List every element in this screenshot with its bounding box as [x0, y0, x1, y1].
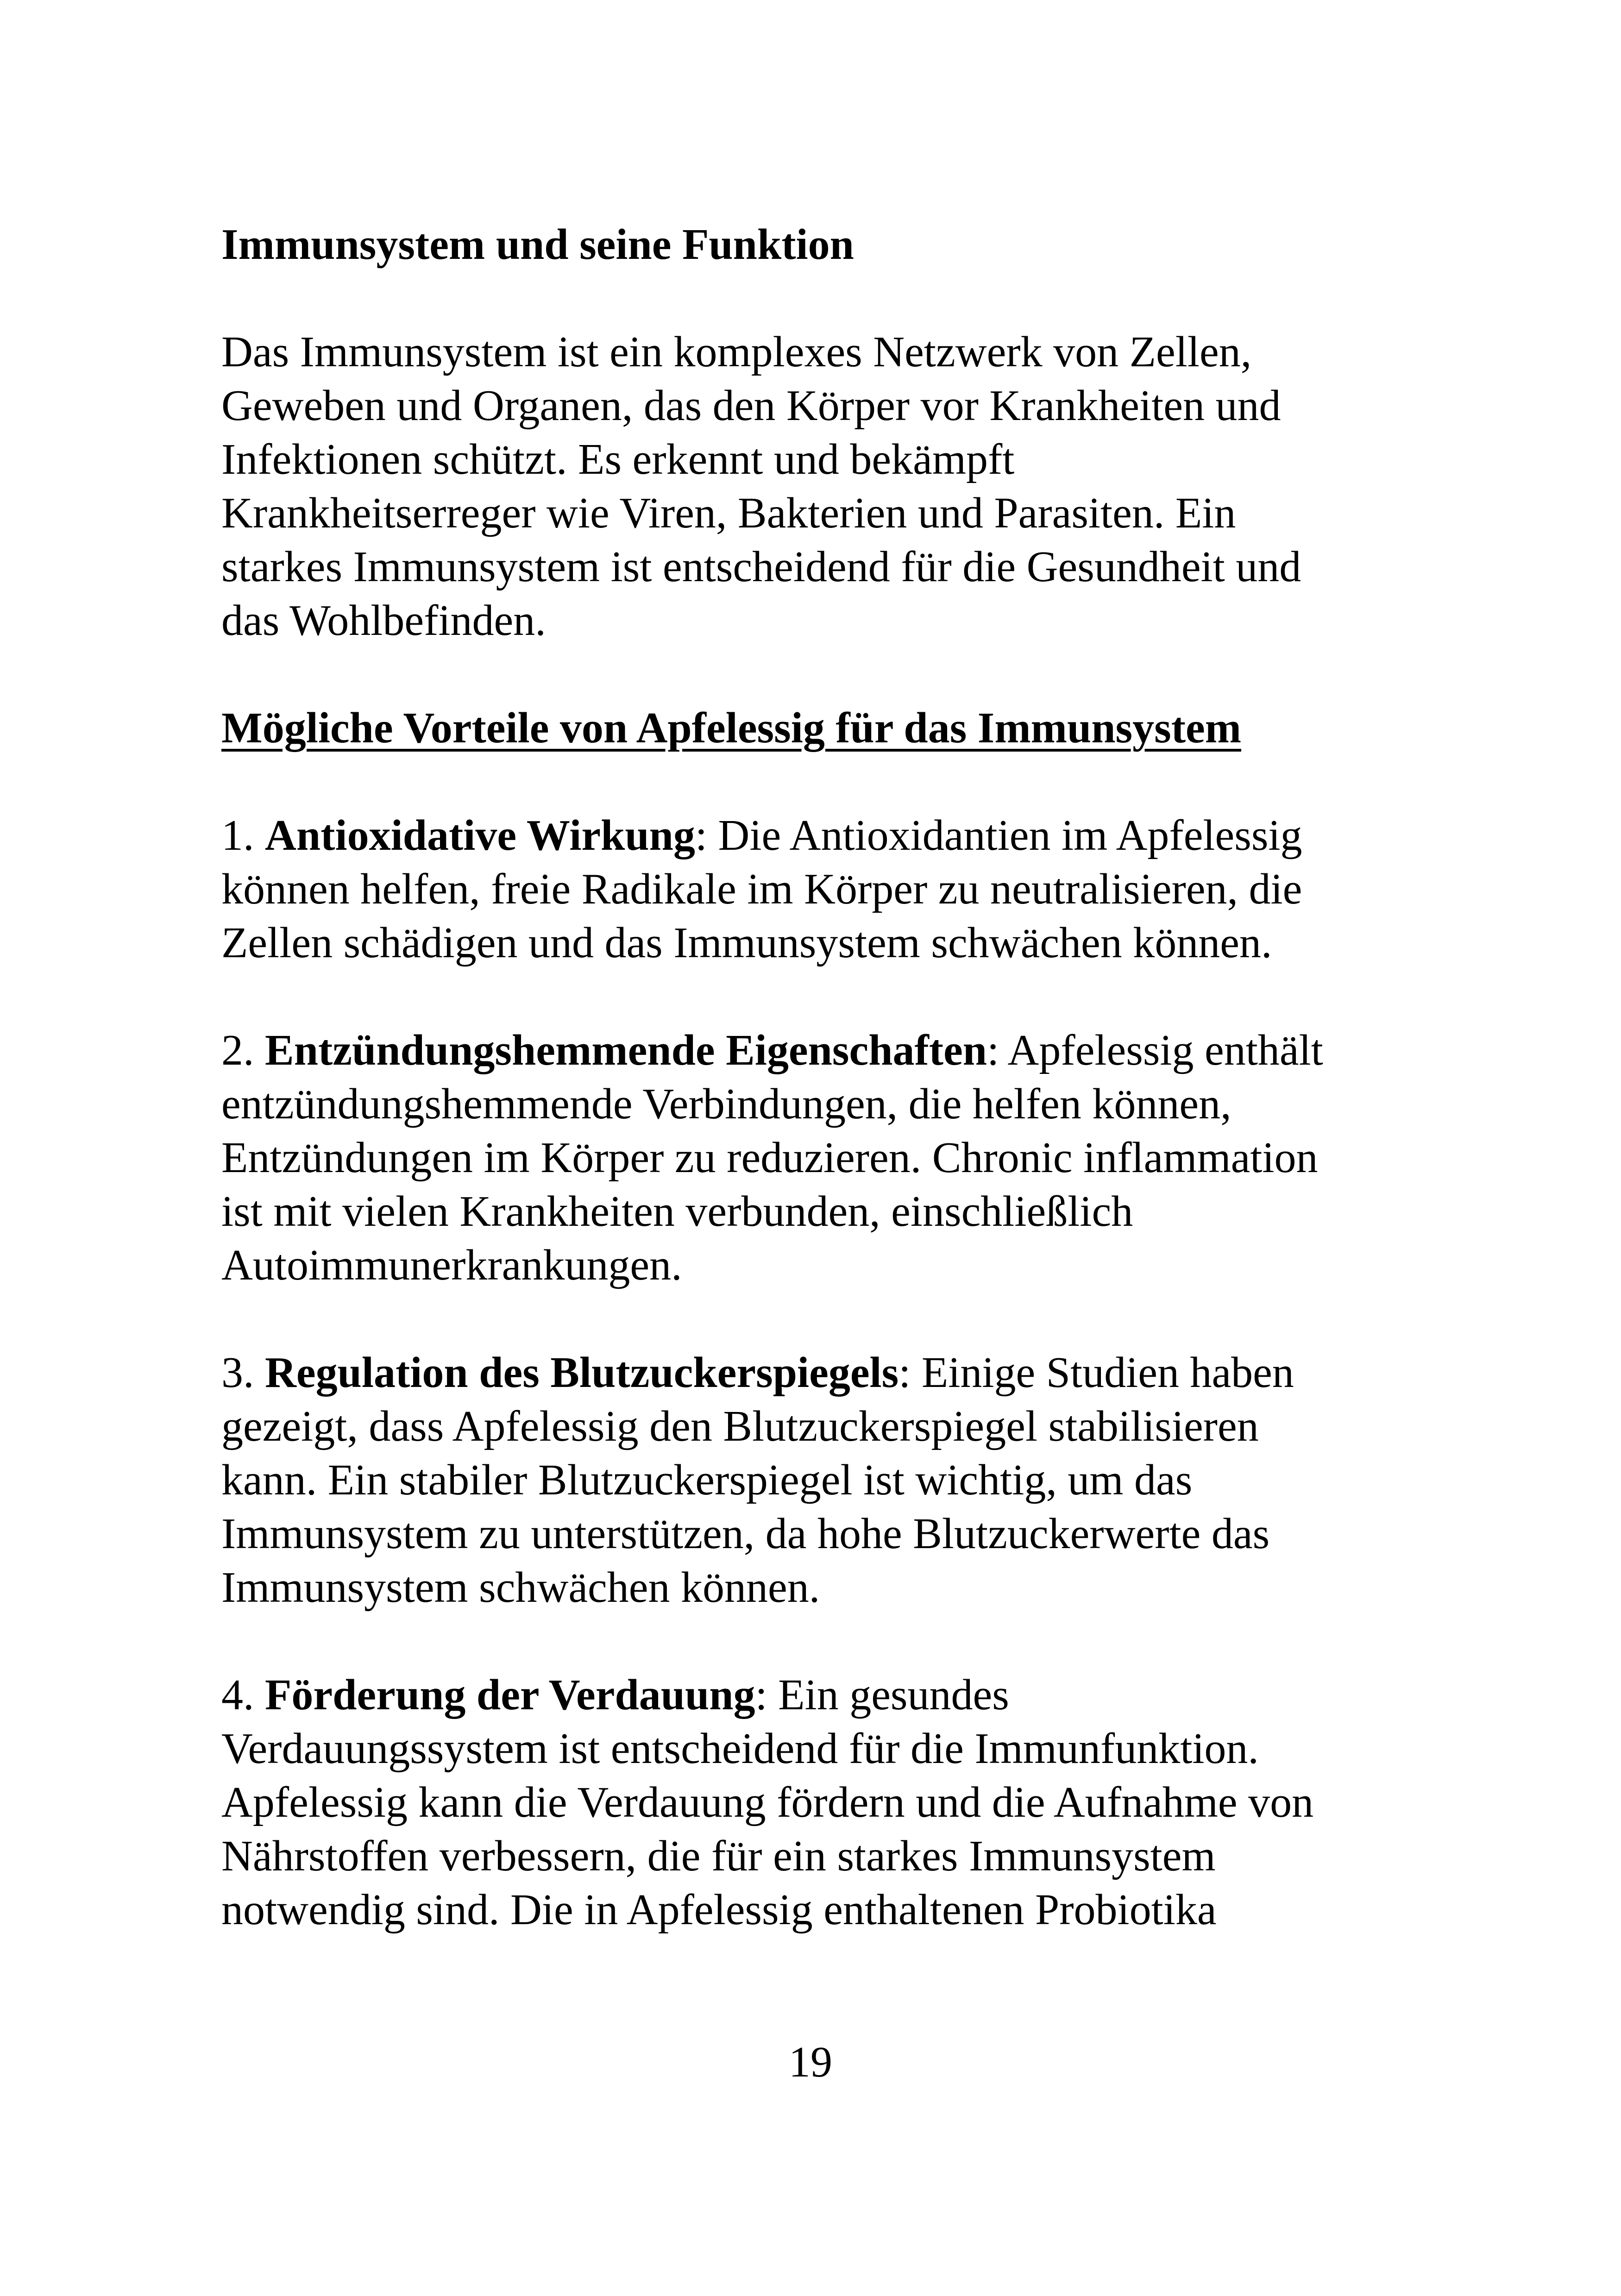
section-title: Immunsystem und seine Funktion: [221, 220, 854, 269]
item-text: : Einige Studien haben: [898, 1349, 1294, 1397]
item-term: Antioxidative Wirkung: [265, 811, 695, 859]
intro-paragraph: [221, 325, 1435, 647]
list-item: [221, 1668, 1435, 1937]
intro-line: Infektionen schützt. Es erkennt und bekämpft: [221, 435, 1015, 483]
item-number: 1.: [221, 811, 254, 859]
item-term: Entzündungshemmende Eigenschaften: [265, 1026, 987, 1074]
item-line: Entzündungen im Körper zu reduzieren. Chronic inflammation: [221, 1134, 1318, 1182]
intro-line: das Wohlbefinden.: [221, 596, 546, 645]
item-first-line: [221, 809, 1435, 862]
item-term: Förderung der Verdauung: [265, 1671, 755, 1719]
item-term: Regulation des Blutzuckerspiegels: [265, 1349, 899, 1397]
intro-line: Krankheitserreger wie Viren, Bakterien und Parasiten. Ein: [221, 489, 1236, 537]
page-content: [221, 218, 1435, 1937]
list-item: [221, 1346, 1435, 1614]
page-number: 19: [789, 2038, 832, 2086]
intro-line: starkes Immunsystem ist entscheidend für die Gesundheit und: [221, 543, 1301, 591]
item-text: : Ein gesundes: [755, 1671, 1009, 1719]
list-item: [221, 1023, 1435, 1292]
item-line: Immunsystem schwächen können.: [221, 1563, 820, 1612]
item-text: : Die Antioxidantien im Apfelessig: [695, 811, 1302, 859]
item-line: Nährstoffen verbessern, die für ein starkes Immunsystem: [221, 1832, 1216, 1880]
item-line: Autoimmunerkrankungen.: [221, 1241, 682, 1289]
list-item: [221, 809, 1435, 970]
item-line: entzündungshemmende Verbindungen, die helfen können,: [221, 1080, 1231, 1128]
item-line: Immunsystem zu unterstützen, da hohe Blutzuckerwerte das: [221, 1510, 1270, 1558]
item-line: Verdauungssystem ist entscheidend für die Immunfunktion.: [221, 1725, 1259, 1773]
item-line: kann. Ein stabiler Blutzuckerspiegel ist wichtig, um das: [221, 1456, 1193, 1504]
intro-line: Geweben und Organen, das den Körper vor Krankheiten und: [221, 382, 1281, 430]
item-line: können helfen, freie Radikale im Körper zu neutralisieren, die: [221, 865, 1302, 913]
item-number: 2.: [221, 1026, 254, 1074]
item-line: gezeigt, dass Apfelessig den Blutzuckerspiegel stabilisieren: [221, 1402, 1259, 1450]
item-number: 4.: [221, 1671, 254, 1719]
item-text: : Apfelessig enthält: [987, 1026, 1323, 1074]
benefits-subheading: Mögliche Vorteile von Apfelessig für das Immunsystem: [221, 704, 1242, 752]
item-line: ist mit vielen Krankheiten verbunden, einschließlich: [221, 1187, 1133, 1236]
item-number: 3.: [221, 1349, 254, 1397]
intro-line: Das Immunsystem ist ein komplexes Netzwerk von Zellen,: [221, 328, 1252, 376]
item-line: notwendig sind. Die in Apfelessig enthaltenen Probiotika: [221, 1886, 1217, 1934]
item-first-line: [221, 1668, 1435, 1722]
item-line: Apfelessig kann die Verdauung fördern und die Aufnahme von: [221, 1778, 1314, 1826]
item-first-line: [221, 1023, 1435, 1077]
item-first-line: [221, 1346, 1435, 1399]
item-line: Zellen schädigen und das Immunsystem schwächen können.: [221, 919, 1272, 967]
